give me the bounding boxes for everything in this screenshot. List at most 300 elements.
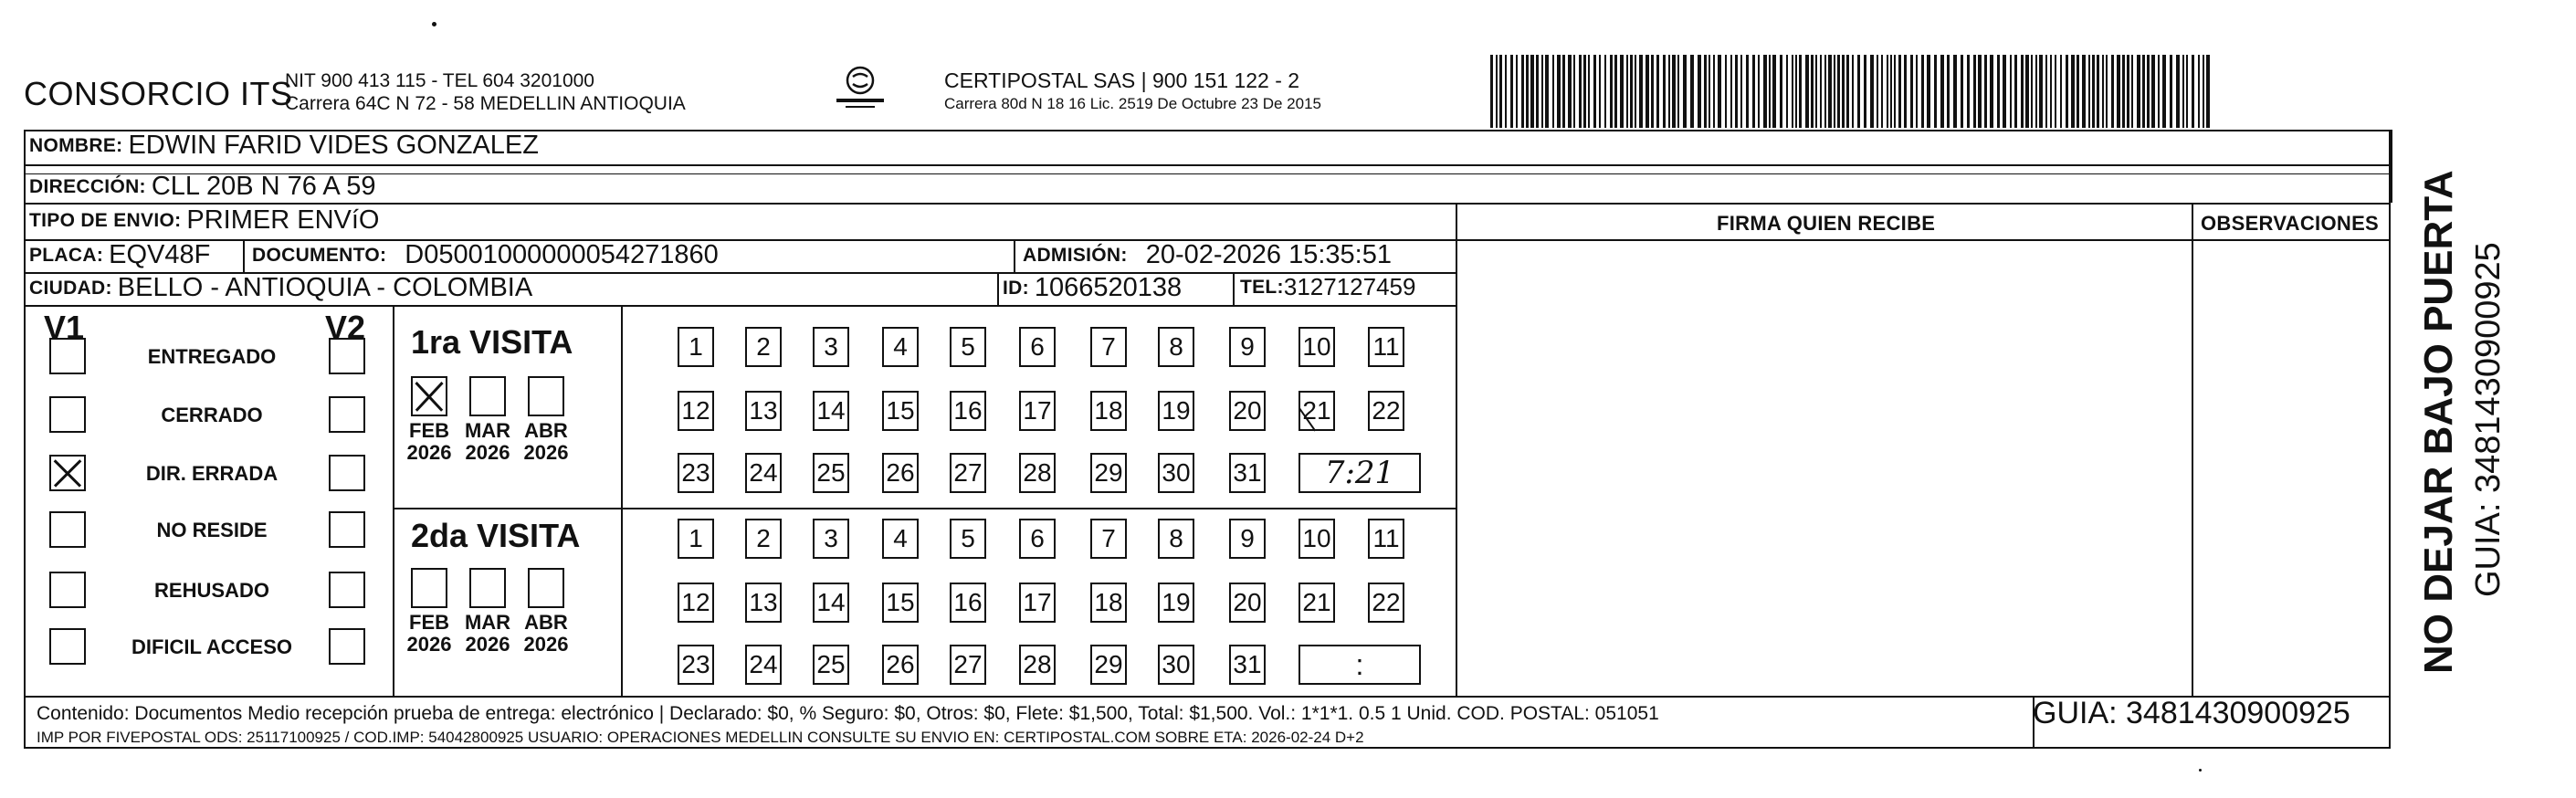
v2-checkbox[interactable] [329, 628, 365, 665]
tel-label: TEL: [1240, 276, 1284, 298]
time-box[interactable] [1299, 645, 1421, 685]
barcode-bar [1510, 55, 1513, 128]
barcode-bar [1704, 55, 1707, 128]
barcode-bar [2203, 55, 2204, 128]
barcode-bar [2206, 55, 2210, 128]
barcode-bar [1842, 55, 1845, 128]
barcode-bar [2158, 55, 2160, 128]
barcode-bar [2097, 55, 2099, 128]
barcode-bar [1552, 55, 1554, 128]
barcode-bar [1961, 55, 1963, 128]
line [1233, 272, 1235, 305]
certipostal-logo-icon [833, 64, 888, 111]
address-line: Carrera 64C N 72 - 58 MEDELLIN ANTIOQUIA [285, 93, 686, 114]
barcode-bar [2014, 55, 2017, 128]
barcode-bar [2192, 55, 2194, 128]
day-box[interactable]: 20 [1229, 583, 1266, 623]
month-year: 2026 [523, 633, 569, 656]
barcode-bar [2039, 55, 2043, 128]
barcode-bar [1593, 55, 1596, 128]
barcode-bar [1690, 55, 1694, 128]
barcode-bar [2162, 55, 2166, 128]
month-name: ABR [524, 611, 568, 634]
barcode-bar [1769, 55, 1771, 128]
barcode-bar [1557, 55, 1561, 128]
line [393, 305, 394, 696]
barcode-bar [1545, 55, 1549, 128]
month-checkbox[interactable] [411, 568, 447, 608]
barcode-bar [2176, 55, 2180, 128]
barcode-bar [1820, 55, 1822, 128]
barcode-bar [1910, 55, 1913, 128]
id-label: ID: [1003, 277, 1029, 299]
month-label [517, 612, 575, 656]
barcode-bar [2055, 55, 2056, 128]
tipo-value: PRIMER ENVíO [186, 205, 380, 235]
barcode-bar [1725, 55, 1727, 128]
tel-value: 3127127459 [1283, 273, 1416, 300]
v2-header: V2 [325, 309, 366, 346]
day-box[interactable]: 15 [882, 583, 919, 623]
firma-header: FIRMA QUIEN RECIBE [1717, 212, 1936, 235]
barcode-bar [1846, 55, 1849, 128]
day-box[interactable]: 6 [1019, 327, 1056, 367]
barcode-bar [1990, 55, 1993, 128]
v1-checkbox[interactable] [49, 396, 86, 433]
day-box[interactable]: 30 [1158, 645, 1194, 685]
day-box[interactable]: 13 [745, 391, 782, 431]
month-checkbox[interactable] [528, 376, 564, 416]
v1-checkbox[interactable] [49, 338, 86, 374]
v1-checkbox[interactable] [49, 455, 86, 491]
barcode-bar [1837, 55, 1840, 128]
day-box[interactable]: 9 [1229, 519, 1266, 559]
contenido-line: Contenido: Documentos Medio recepción prueba de entrega: electrónico | Declarado: $0, % Seguro: $0, Otros: $0, Flete: $1,500, Total: $1,500. Vol.: 1*1*1. 0.5 1 Unid. COD. POSTAL: 051051 [37, 703, 1659, 724]
day-box[interactable]: 24 [745, 453, 782, 493]
barcode-bar [1852, 55, 1854, 128]
admision-value: 20-02-2026 15:35:51 [1145, 240, 1392, 269]
carrier-info [944, 69, 1321, 115]
day-box[interactable]: 2 [745, 519, 782, 559]
barcode-bar [1583, 55, 1586, 128]
day-box[interactable]: 30 [1158, 453, 1194, 493]
day-box[interactable]: 22 [1368, 583, 1404, 623]
barcode-bar [2127, 55, 2129, 128]
day-box[interactable]: 31 [1229, 453, 1266, 493]
barcode-bar [1588, 55, 1590, 128]
day-box[interactable]: 11 [1368, 327, 1404, 367]
barcode-bar [1792, 55, 1793, 128]
day-box[interactable]: 23 [678, 453, 714, 493]
brand-name: CONSORCIO ITS [24, 75, 293, 112]
barcode-bar [2082, 55, 2086, 128]
month-name: FEB [409, 419, 449, 442]
barcode-bar [1978, 55, 1982, 128]
barcode-bar [1521, 55, 1524, 128]
barcode-bar [1898, 55, 1901, 128]
tel-row [1240, 273, 1415, 301]
barcode-bar [1579, 55, 1582, 128]
day-box[interactable]: 1 [678, 519, 714, 559]
barcode-bar [2010, 55, 2012, 128]
barcode-bar [2131, 55, 2133, 128]
barcode-bar [2102, 55, 2104, 128]
barcode-bar [2182, 55, 2184, 128]
nit-line: NIT 900 413 115 - TEL 604 3201000 [285, 70, 594, 91]
status-label: DIR. ERRADA [145, 462, 279, 485]
day-box[interactable]: 15 [882, 391, 919, 431]
barcode-bar [1904, 55, 1907, 128]
barcode-bar [1651, 55, 1654, 128]
barcode-bar [2137, 55, 2140, 128]
barcode-bar [1758, 55, 1760, 128]
line [1014, 239, 1015, 272]
placa-value: EQV48F [109, 240, 211, 269]
time-box[interactable] [1299, 453, 1421, 493]
day-box[interactable]: 26 [882, 645, 919, 685]
day-box[interactable]: 18 [1090, 391, 1127, 431]
barcode-bar [1828, 55, 1832, 128]
day-box[interactable]: 19 [1158, 583, 1194, 623]
nombre-row [29, 131, 539, 161]
barcode-bar [1780, 55, 1782, 128]
visit2-title: 2da VISITA [411, 517, 581, 554]
barcode-bar [1639, 55, 1643, 128]
day-box[interactable]: 2 [745, 327, 782, 367]
barcode-bar [1541, 55, 1543, 128]
placa-label: PLACA: [29, 244, 104, 266]
barcode-bar [1947, 55, 1950, 128]
line [997, 272, 999, 305]
barcode-bar [2147, 55, 2150, 128]
barcode-bar [2151, 55, 2155, 128]
line [24, 305, 1456, 307]
barcode-bar [1505, 55, 1507, 128]
day-box[interactable]: 12 [678, 583, 714, 623]
line [621, 305, 623, 696]
barcode-bar [1953, 55, 1957, 128]
day-box[interactable]: 14 [813, 391, 849, 431]
barcode-bar [2031, 55, 2033, 128]
status-label: NO RESIDE [156, 519, 268, 541]
barcode-bar [1718, 55, 1721, 128]
day-box[interactable]: 19 [1158, 391, 1194, 431]
barcode-bar [1934, 55, 1937, 128]
day-box[interactable]: 27 [950, 453, 986, 493]
barcode-bar [2117, 55, 2120, 128]
carrier-line: CERTIPOSTAL SAS | 900 151 122 - 2 [944, 68, 1300, 92]
day-box[interactable]: 22 [1368, 391, 1404, 431]
day-box[interactable]: 4 [882, 519, 919, 559]
barcode-bar [1799, 55, 1802, 128]
barcode-bar [1573, 55, 1575, 128]
barcode-bar [1683, 55, 1687, 128]
day-box[interactable]: 13 [745, 583, 782, 623]
barcode-bar [1668, 55, 1670, 128]
speck [432, 22, 436, 26]
barcode-bar [1599, 55, 1601, 128]
barcode-bar [1536, 55, 1539, 128]
barcode-bar [1881, 55, 1883, 128]
barcode-bar [1713, 55, 1715, 128]
barcode-bar [2071, 55, 2075, 128]
barcode-bar [1815, 55, 1817, 128]
nombre-label: NOMBRE: [29, 134, 123, 156]
month-label [400, 420, 458, 464]
day-box[interactable]: 23 [678, 645, 714, 685]
month-name: MAR [464, 611, 511, 634]
barcode-bar [2186, 55, 2188, 128]
time-value: 7:21 [1324, 455, 1395, 491]
day-box[interactable]: 10 [1299, 519, 1335, 559]
line [393, 508, 1456, 509]
admision-label: ADMISIÓN: [1023, 244, 1128, 266]
barcode-bar [1973, 55, 1976, 128]
line [2192, 203, 2193, 696]
day-box[interactable]: 9 [1229, 327, 1266, 367]
day-box[interactable]: 12 [678, 391, 714, 431]
barcode-bar [1967, 55, 1970, 128]
barcode-bar [1877, 55, 1878, 128]
day-box[interactable]: 5 [950, 327, 986, 367]
barcode-bar [1499, 55, 1502, 128]
month-year: 2026 [523, 441, 569, 464]
line [243, 239, 245, 272]
barcode-bar [1663, 55, 1666, 128]
barcode-bar [2088, 55, 2090, 128]
barcode-bar [1887, 55, 1888, 128]
day-box[interactable]: 27 [950, 645, 986, 685]
v2-checkbox[interactable] [329, 455, 365, 491]
day-box[interactable]: 3 [813, 327, 849, 367]
month-name: ABR [524, 419, 568, 442]
barcode-bar [1921, 55, 1924, 128]
visit1-title: 1ra VISITA [411, 323, 573, 361]
day-box[interactable]: 8 [1158, 519, 1194, 559]
barcode-bar [2021, 55, 2024, 128]
barcode-bar [1940, 55, 1944, 128]
ciudad-row [29, 273, 532, 303]
status-label: ENTREGADO [147, 345, 277, 368]
v2-checkbox[interactable] [329, 572, 365, 608]
day-box[interactable]: 28 [1019, 645, 1056, 685]
barcode-bar [1870, 55, 1874, 128]
day-box[interactable]: 1 [678, 327, 714, 367]
day-box[interactable]: 20 [1229, 391, 1266, 431]
company-info [285, 69, 686, 115]
barcode-bar [2198, 55, 2200, 128]
barcode-bar [1562, 55, 1565, 128]
day-box[interactable]: 25 [813, 453, 849, 493]
barcode-bar [1857, 55, 1860, 128]
barcode-bar [1834, 55, 1835, 128]
time-value: : [1355, 647, 1364, 681]
barcode-bar [1604, 55, 1606, 128]
month-year: 2026 [465, 633, 510, 656]
barcode-bar [1890, 55, 1892, 128]
barcode-bar [2092, 55, 2095, 128]
nombre-value: EDWIN FARID VIDES GONZALEZ [128, 131, 539, 160]
barcode-bar [1709, 55, 1710, 128]
warning-vertical: NO DEJAR BAJO PUERTA [2416, 170, 2461, 674]
barcode-bar [2077, 55, 2079, 128]
barcode-bar [1635, 55, 1636, 128]
day-box[interactable]: 8 [1158, 327, 1194, 367]
month-label [517, 420, 575, 464]
barcode-bar [2003, 55, 2006, 128]
day-box[interactable]: 4 [882, 327, 919, 367]
barcode-bar [1916, 55, 1918, 128]
direccion-row [29, 172, 375, 202]
barcode-bar [1672, 55, 1676, 128]
barcode-bar [1630, 55, 1633, 128]
v1-checkbox[interactable] [49, 628, 86, 665]
barcode-bar [1620, 55, 1624, 128]
carrier-address: Carrera 80d N 18 16 Lic. 2519 De Octubre 23 De 2015 [944, 95, 1321, 112]
line [24, 203, 2391, 205]
month-checkbox[interactable] [469, 376, 506, 416]
day-box[interactable]: 16 [950, 391, 986, 431]
barcode-bar [1786, 55, 1788, 128]
v2-checkbox[interactable] [329, 396, 365, 433]
direccion-label: DIRECCIÓN: [29, 175, 146, 197]
barcode-bar [2170, 55, 2172, 128]
day-box[interactable]: 7 [1090, 519, 1127, 559]
id-row [1003, 273, 1182, 303]
observaciones-header: OBSERVACIONES [2201, 212, 2380, 235]
barcode-bar [1746, 55, 1749, 128]
month-checkbox[interactable] [469, 568, 506, 608]
barcode-bar [1516, 55, 1518, 128]
barcode-bar [1526, 55, 1529, 128]
placa-row [29, 240, 210, 270]
id-value: 1066520138 [1034, 273, 1183, 302]
barcode-bar [2122, 55, 2125, 128]
day-box[interactable]: 21 [1299, 583, 1335, 623]
barcode-bar [1894, 55, 1896, 128]
month-label [458, 420, 517, 464]
barcode-bar [1763, 55, 1767, 128]
barcode-bar [1752, 55, 1755, 128]
day-box[interactable]: 29 [1090, 453, 1127, 493]
barcode-bar [1698, 55, 1701, 128]
barcode-bar [2142, 55, 2145, 128]
ciudad-value: BELLO - ANTIOQUIA - COLOMBIA [117, 273, 533, 302]
day-box[interactable]: 16 [950, 583, 986, 623]
barcode-bar [1656, 55, 1659, 128]
month-label [400, 612, 458, 656]
day-box[interactable]: 7 [1090, 327, 1127, 367]
month-name: MAR [464, 419, 511, 442]
barcode-bar [1614, 55, 1617, 128]
line [24, 173, 2391, 174]
barcode-bar [1772, 55, 1776, 128]
barcode-bar [1927, 55, 1930, 128]
barcode-bar [1735, 55, 1738, 128]
day-box[interactable]: 24 [745, 645, 782, 685]
v1-checkbox[interactable] [49, 572, 86, 608]
v2-checkbox[interactable] [329, 511, 365, 548]
day-box[interactable]: 3 [813, 519, 849, 559]
barcode-bar [1824, 55, 1826, 128]
day-box[interactable]: 17 [1019, 583, 1056, 623]
month-checkbox[interactable] [528, 568, 564, 608]
day-box[interactable]: 31 [1229, 645, 1266, 685]
day-box[interactable]: 28 [1019, 453, 1056, 493]
speck [2199, 769, 2202, 772]
month-checkbox[interactable] [411, 376, 447, 416]
month-name: FEB [409, 611, 449, 634]
barcode-bar [1490, 55, 1493, 128]
barcode-bar [1496, 55, 1498, 128]
status-label: DIFICIL ACCESO [131, 635, 292, 658]
documento-value: D05001000000054271860 [405, 240, 719, 269]
barcode-bar [2025, 55, 2029, 128]
barcode-bar [1984, 55, 1987, 128]
barcode [1490, 55, 2212, 128]
day-box[interactable]: 26 [882, 453, 919, 493]
day-box[interactable]: 29 [1090, 645, 1127, 685]
day-box[interactable]: 5 [950, 519, 986, 559]
month-year: 2026 [406, 441, 452, 464]
barcode-bar [1530, 55, 1534, 128]
barcode-bar [1997, 55, 2000, 128]
status-label: CERRADO [161, 404, 263, 426]
v1-header: V1 [44, 309, 85, 346]
barcode-bar [1805, 55, 1809, 128]
barcode-bar [2060, 55, 2062, 128]
line [24, 164, 2391, 166]
admision-row [1023, 240, 1392, 270]
day-box[interactable]: 10 [1299, 327, 1335, 367]
barcode-bar [1730, 55, 1732, 128]
barcode-bar [1795, 55, 1797, 128]
month-label [458, 612, 517, 656]
barcode-bar [2106, 55, 2108, 128]
barcode-bar [1610, 55, 1613, 128]
status-label: REHUSADO [154, 579, 269, 602]
month-year: 2026 [406, 633, 452, 656]
direccion-value: CLL 20B N 76 A 59 [151, 172, 376, 201]
day-box[interactable]: 11 [1368, 519, 1404, 559]
tipo-label: TIPO DE ENVIO: [29, 209, 182, 231]
barcode-bar [1864, 55, 1866, 128]
barcode-bar [1645, 55, 1649, 128]
v2-checkbox[interactable] [329, 338, 365, 374]
barcode-bar [1626, 55, 1628, 128]
line [2391, 130, 2392, 203]
day-box[interactable]: 21 [1299, 391, 1335, 431]
documento-label: DOCUMENTO: [252, 244, 387, 266]
barcode-bar [1568, 55, 1572, 128]
day-box[interactable]: 6 [1019, 519, 1056, 559]
barcode-bar [2111, 55, 2114, 128]
tipo-row [29, 205, 379, 236]
imp-line: IMP POR FIVEPOSTAL ODS: 25117100925 / COD.IMP: 54042800925 USUARIO: OPERACIONES MEDELLIN CONSULTE SU ENVIO EN: CERTIPOSTAL.COM SOBRE ETA: 2026-02-24 D+2 [37, 729, 1364, 746]
day-box[interactable]: 18 [1090, 583, 1127, 623]
guia-number: GUIA: 3481430900925 [2033, 696, 2350, 730]
v1-checkbox[interactable] [49, 511, 86, 548]
barcode-bar [2035, 55, 2037, 128]
guia-vertical: GUIA: 3481430900925 [2469, 242, 2508, 597]
month-year: 2026 [465, 441, 510, 464]
day-box[interactable]: 14 [813, 583, 849, 623]
day-box[interactable]: 25 [813, 645, 849, 685]
ciudad-label: CIUDAD: [29, 277, 112, 299]
barcode-bar [2066, 55, 2068, 128]
documento-row [252, 240, 719, 270]
day-box[interactable]: 17 [1019, 391, 1056, 431]
